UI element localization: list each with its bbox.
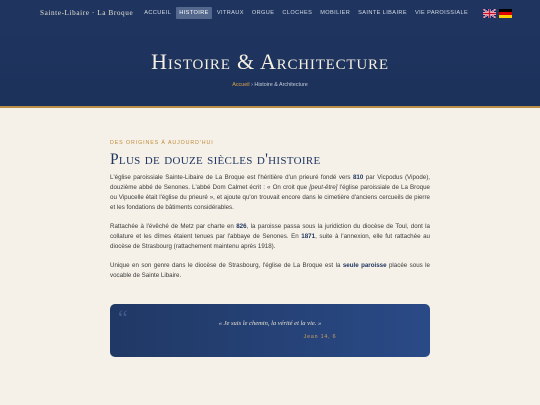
paragraph-unique: Unique en son genre dans le diocèse de Strasbourg, l'église de La Broque est la seule paroisse placée sous le vocable de Sainte Libaire.: [110, 262, 430, 279]
section-eyebrow: DES ORIGINES À AUJOURD'HUI: [110, 140, 214, 146]
paragraph-origins: L'église paroissiale Sainte-Libaire de La Broque est l'héritière d'un prieuré fondé vers 810 par Vicpodus (Vipode), douzième abbé de Senones. L'abbé Dom Calmet écrit : « On croit que [peut-être] l'église paroissiale de La Broque ou Vipucelle était l'église du prieuré », et ajoute qu'on trouvait encore dans le cimetière d'anciens cercueils de pierre et les fondations de bâtiments considérables.: [110, 174, 430, 211]
history-section: [110, 140, 430, 281]
nav-item-cloches[interactable]: CLOCHES: [282, 10, 313, 16]
breadcrumb-current: Histoire & Architecture: [254, 82, 308, 88]
nav-item-vitraux[interactable]: VITRAUX: [216, 10, 244, 16]
nav-menu: [141, 7, 473, 19]
quote-text: « Je suis le chemin, la vérité et la vie. »: [218, 320, 322, 327]
page-hero: [0, 26, 540, 106]
paragraph-dioceses: Rattachée à l'évêché de Metz par charte en 826, la paroisse passa sous la juridiction du diocèse de Toul, dont la collature et les dîmes étaient tenues par l'abbaye de Senones. En 1871, suite à l'annexion, elle fut rattachée au diocèse de Strasbourg (rattachement maintenu après 1918).: [110, 223, 430, 250]
top-navigation: [0, 0, 540, 26]
german-flag-icon[interactable]: [499, 9, 512, 18]
bible-quote-card: [110, 304, 430, 357]
nav-item-orgue[interactable]: ORGUE: [251, 10, 275, 16]
breadcrumb: [0, 82, 540, 88]
nav-item-accueil[interactable]: ACCUEIL: [144, 10, 172, 16]
uk-flag-icon[interactable]: [483, 9, 496, 18]
page-title: Histoire & Architecture: [151, 49, 389, 74]
breadcrumb-separator: ›: [249, 82, 255, 88]
quote-mark-icon: “: [118, 305, 128, 330]
hero-divider: [0, 106, 540, 108]
nav-item-sainte-libaire[interactable]: SAINTE LIBAIRE: [358, 10, 407, 16]
language-switcher: [483, 9, 512, 18]
nav-item-histoire[interactable]: HISTOIRE: [176, 7, 212, 19]
nav-item-mobilier[interactable]: MOBILIER: [320, 10, 351, 16]
breadcrumb-home-link[interactable]: Accueil: [232, 82, 250, 88]
quote-reference: Jean 14, 6: [303, 334, 337, 340]
section-heading: Plus de douze siècles d'histoire: [110, 151, 321, 168]
nav-item-vie-paroissiale[interactable]: VIE PAROISSIALE: [414, 10, 469, 16]
site-brand[interactable]: Sainte-Libaire · La Broque: [40, 9, 134, 17]
